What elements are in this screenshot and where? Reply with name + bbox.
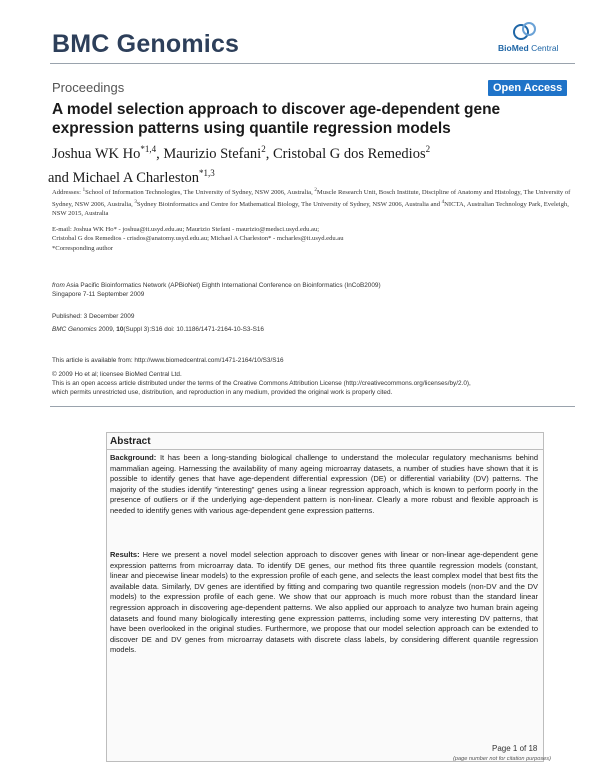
conference-name: Asia Pacific Bioinformatics Network (APBioNet) Eighth International Conference on Bioinformatics (InCoB2009): [64, 282, 381, 289]
license-line-1: This is an open access article distributed under the terms of the Creative Commons Attribution License (http://creativecommons.org/licenses/by/2.0),: [52, 380, 471, 388]
author-name[interactable]: Maurizio Stefani: [163, 145, 262, 162]
author-name[interactable]: Michael A Charleston: [72, 169, 200, 186]
address-4: NICTA, Australian Technology Park, Eveleigh, NSW 2015, Australia: [52, 200, 569, 218]
author-affiliation: *1,4: [140, 144, 157, 154]
author-list: [48, 140, 582, 188]
abstract-divider: [107, 449, 543, 450]
address-1: School of Information Technologies, The University of Sydney, NSW 2006, Australia,: [85, 189, 315, 197]
author-name[interactable]: Joshua WK Ho: [52, 145, 141, 162]
license-block: [52, 370, 572, 398]
availability-url[interactable]: This article is available from: http://www.biomedcentral.com/1471-2164/10/S3/S16: [52, 357, 284, 364]
author-separator: ,: [156, 145, 164, 162]
section-label: Proceedings: [52, 80, 125, 95]
author-affiliation: *1,3: [199, 167, 215, 178]
biomed-central-logo: [482, 20, 574, 56]
citation-volume: 10: [116, 326, 124, 333]
logo-text: [498, 43, 558, 53]
header-rule: [50, 63, 575, 64]
background-text: It has been a long-standing biological challenge to understand the molecular regulatory mechanisms behind mammalian ageing. Harnessing the availability of many ageing microarray datasets, a number of studies have shown that it is possible to identify genes that have age-dependent differential expression (DE) or differential variability (DV) patterns. The majority of the studies identify "interesting" genes using a linear regression approach, which is known to perform poorly in the presence of outliers or if the underlying age-dependent pattern is non-linear. Clearly a more robust and flexible approach is needed to identify genes with various age-dependent gene expression patterns.: [110, 453, 538, 515]
author-affiliation: 2: [261, 144, 266, 154]
email-line-2[interactable]: Cristobal G dos Remedios - crisdos@anatomy.usyd.edu.au; Michael A Charleston* - mcharles@it.usyd.edu.au: [52, 235, 344, 243]
author-emails: [52, 225, 572, 253]
corresponding-author-note: *Corresponding author: [52, 244, 113, 252]
author-separator: ,: [265, 145, 273, 162]
address-2: Muscle Research Unit, Bosch Institute, Discipline of Anatomy and Histology, The University of Sydney, NSW 2006, Australia,: [52, 189, 571, 208]
page-number: Page 1 of 18: [492, 744, 538, 753]
open-access-badge: Open Access: [488, 80, 567, 96]
citation: BMC Genomics 2009, 10(Suppl 3):S16 doi: 10.1186/1471-2164-10-S3-S16: [52, 326, 264, 333]
citation-doi: (Suppl 3):S16 doi: 10.1186/1471-2164-10-S3-S16: [123, 326, 264, 333]
logo-central: Central: [528, 43, 559, 53]
abstract-box: [106, 432, 544, 762]
author-name[interactable]: Cristobal G dos Remedios: [272, 145, 426, 162]
results-label: Results:: [110, 550, 140, 559]
abstract-results: [110, 550, 538, 656]
author-affiliation: 2: [425, 144, 431, 154]
background-label: Background:: [110, 453, 157, 462]
results-text: Here we present a novel model selection approach to discover genes with linear or non-linear age-dependent gene expression patterns from microarray data. To identify DE genes, our method fits three quantile regression models (constant, linear and piecewise linear models) to the expression profile of each gene, and selects the least complex model that best fits the available data. Similarly, DV genes are identified by fitting and comparing two quantile regression models (non-DV and the DV models) to the expression profile of each gene. We show that our approach is much more robust than the standard linear regression approach in discovering age-dependent patterns. We also applied our approach to analyze two human brain ageing datasets and found many biologically interesting gene expression patterns, including some very interesting DV patterns, that have been overlooked in the original studies. Furthermore, we propose that our model selection approach can be extended to discover DE and DV genes from microarray datasets with discrete class labels, by considering different quantile regression models.: [110, 550, 538, 655]
conference-source: [52, 281, 572, 299]
addresses-lead: Addresses:: [52, 189, 83, 197]
journal-title: BMC Genomics: [52, 30, 240, 58]
from-prefix: from: [52, 282, 65, 289]
citation-journal: BMC Genomics: [52, 326, 97, 333]
conference-location: Singapore 7-11 September 2009: [52, 291, 145, 299]
article-title: A model selection approach to discover age-dependent gene expression patterns using quantile regression models: [52, 101, 501, 137]
addresses: Addresses: $^1$School of Information Technologies, The University of Sydney, NSW 2006, Australia, $^2$Muscle Research Unit, Bosch Institute, Discipline of Anatomy and Histology, The University of Sydney, NSW 2006, Australia, $^3$Sydney Bioinformatics and Centre for Mathematical Biology, The University of Sydney, NSW 2006, Australia and $^4$NICTA, Australian Technology Park, Eveleigh, NSW 2015, Australia: [52, 188, 571, 218]
email-line-1[interactable]: E-mail: Joshua WK Ho* - joshua@it.usyd.edu.au; Maurizio Stefani - maurizio@medsci.usyd.edu.au;: [52, 226, 320, 233]
logo-bio: BioMed: [498, 43, 529, 53]
abstract-heading: Abstract: [110, 436, 151, 447]
address-3: Sydney Bioinformatics and Centre for Mathematical Biology, The University of Sydney, NSW 2006, Australia and: [136, 200, 442, 208]
biomed-central-logo-icon: [512, 20, 538, 44]
copyright: © 2009 Ho et al; licensee BioMed Central Ltd.: [52, 371, 182, 378]
license-rule: [50, 406, 575, 407]
published-date: Published: 3 December 2009: [52, 313, 135, 320]
license-line-2: which permits unrestricted use, distribution, and reproduction in any medium, provided the original work is properly cited.: [52, 389, 393, 397]
abstract-background: [110, 453, 538, 517]
author-and: and: [48, 169, 73, 186]
page-number-note: (page number not for citation purposes): [453, 756, 551, 762]
